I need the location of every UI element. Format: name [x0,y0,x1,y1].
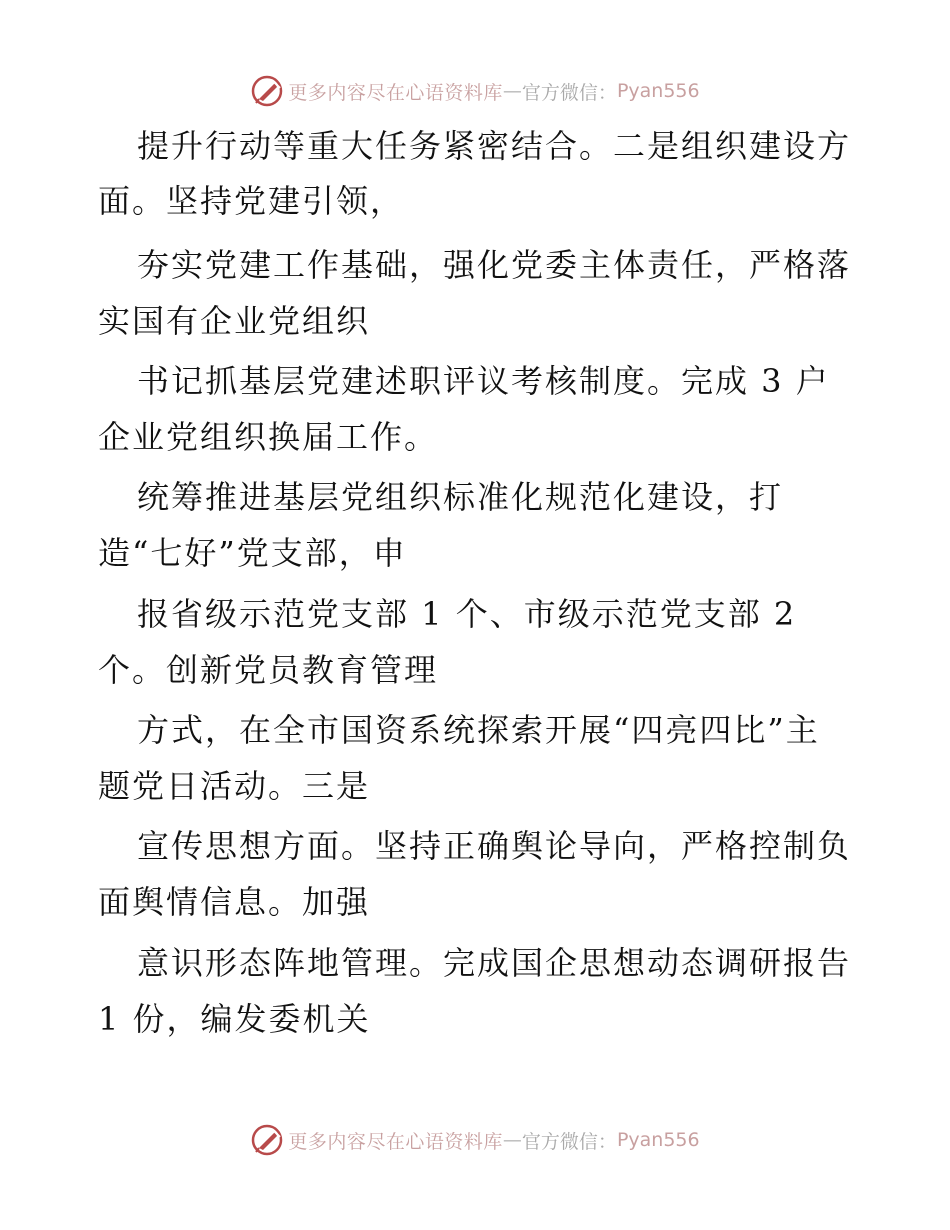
watermark-weixin-id: Pyan556 [616,80,700,102]
text-line: 面舆情信息。加强 [98,883,371,921]
text-line: 题党日活动。三是 [98,767,371,805]
text-line: 1 份，编发委机关 [98,1000,371,1038]
text-line: 实国有企业党组织 [98,302,371,340]
watermark-text: 更多内容尽在心语资料库 [288,81,503,104]
watermark-weixin-label: 官方微信： [521,1130,617,1153]
text-line: 报省级示范党支部 1 个、市级示范党支部 2 [137,595,797,633]
watermark-text: 更多内容尽在心语资料库 [288,1130,503,1153]
text-line: 统筹推进基层党组织标准化规范化建设，打 [137,478,784,516]
text-line: 意识形态阵地管理。完成国企思想动态调研报告 [137,944,852,982]
text-line: 个。创新党员教育管理 [98,651,439,689]
header-watermark [0,71,950,111]
footer-watermark [0,1120,950,1160]
text-line: 面。坚持党建引领， [98,182,405,220]
text-line: 企业党组织换届工作。 [98,418,439,456]
text-line: 造“七好”党支部，申 [98,534,407,572]
text-line: 提升行动等重大任务紧密结合。二是组织建设方 [137,127,852,165]
watermark-dash: — [502,80,522,102]
quill-logo-icon [250,74,284,108]
text-line: 夯实党建工作基础，强化党委主体责任，严格落 [137,246,852,284]
text-line: 书记抓基层党建述职评议考核制度。完成 3 户 [137,362,830,400]
watermark-weixin-id: Pyan556 [616,1129,700,1151]
watermark-dash: — [502,1129,522,1151]
quill-logo-icon [250,1123,284,1157]
text-line: 方式，在全市国资系统探索开展“四亮四比”主 [137,711,820,749]
watermark-weixin-label: 官方微信： [521,81,617,104]
text-line: 宣传思想方面。坚持正确舆论导向，严格控制负 [137,827,852,865]
